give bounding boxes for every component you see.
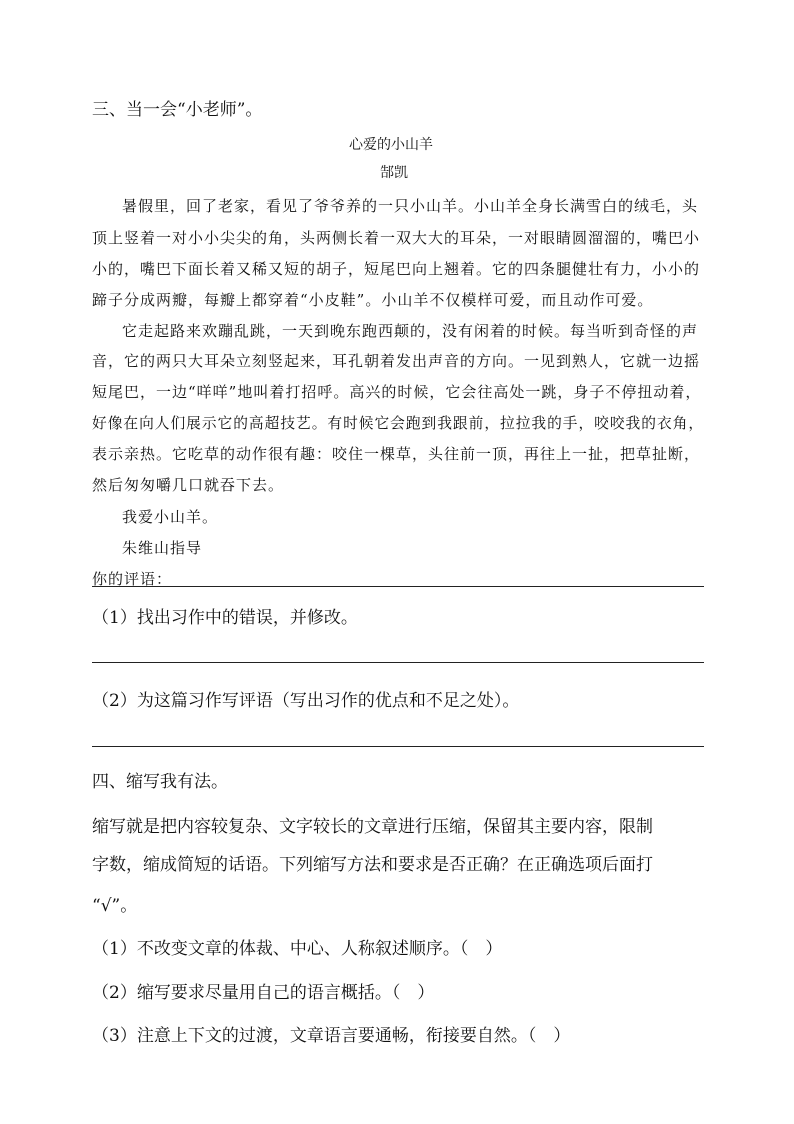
essay-line: 表示亲热。它吃草的动作很有趣：咬住一棵草，头往前一顶，再往上一扯，把草扯断， [92, 445, 701, 463]
essay-teacher: 朱维山指导 [122, 539, 203, 557]
choice-item: （1）不改变文章的体裁、中心、人称叙述顺序。（ ） [92, 939, 503, 959]
essay-line: 顶上竖着一对小小尖尖的角，头两侧长着一双大大的耳朵，一对眼睛圆溜溜的，嘴巴小 [92, 229, 701, 247]
essay-line: 好像在向人们展示它的高超技艺。有时候它会跑到我跟前，拉拉我的手，咬咬我的衣角， [92, 414, 705, 432]
choice-item: （2）缩写要求尽量用自己的语言概括。（ ） [92, 983, 435, 1003]
essay-line: 音，它的两只大耳朵立刻竖起来，耳孔朝着发出声音的方向。一见到熟人，它就一边摇 [92, 352, 701, 370]
question-2: （2）为这篇习作写评语（写出习作的优点和不足之处）。 [92, 691, 520, 711]
answer-line[interactable] [92, 586, 704, 587]
question-1: （1）找出习作中的错误，并修改。 [92, 608, 358, 628]
section-3-heading: 三、当一会“小老师”。 [92, 100, 263, 120]
choice-item: （3）注意上下文的过渡，文章语言要通畅，衔接要自然。（ ） [92, 1026, 571, 1046]
essay-line: 暑假里，回了老家，看见了爷爷养的一只小山羊。小山羊全身长满雪白的绒毛，头 [122, 197, 699, 215]
answer-line[interactable] [92, 746, 704, 747]
essay-line: 蹄子分成两瓣，每瓣上都穿着“小皮鞋”。小山羊不仅模样可爱，而且动作可爱。 [92, 291, 654, 309]
essay-line: 它走起路来欢蹦乱跳，一天到晚东跑西颠的，没有闲着的时候。每当听到奇怪的声 [122, 322, 699, 340]
essay-line: 我爱小山羊。 [122, 508, 219, 526]
comment-label: 你的评语： [92, 570, 173, 588]
intro-line: “√”。 [92, 896, 138, 916]
essay-line: 然后匆匆嚼几口就吞下去。 [92, 476, 285, 494]
intro-line: 字数，缩成简短的话语。下列缩写方法和要求是否正确？在正确选项后面打 [92, 855, 653, 875]
essay-line: 短尾巴，一边“咩咩”地叫着打招呼。高兴的时候，它会往高处一跳，身子不停扭动着， [92, 383, 702, 401]
essay-line: 小的，嘴巴下面长着又稀又短的胡子，短尾巴向上翘着。它的四条腿健壮有力，小小的 [92, 260, 701, 278]
essay-title: 心爱的小山羊 [349, 137, 433, 153]
intro-line: 缩写就是把内容较复杂、文字较长的文章进行压缩，保留其主要内容，限制 [92, 817, 653, 837]
essay-author: 郜凯 [380, 165, 408, 181]
section-4-heading: 四、缩写我有法。 [92, 772, 228, 792]
answer-line[interactable] [92, 662, 704, 663]
